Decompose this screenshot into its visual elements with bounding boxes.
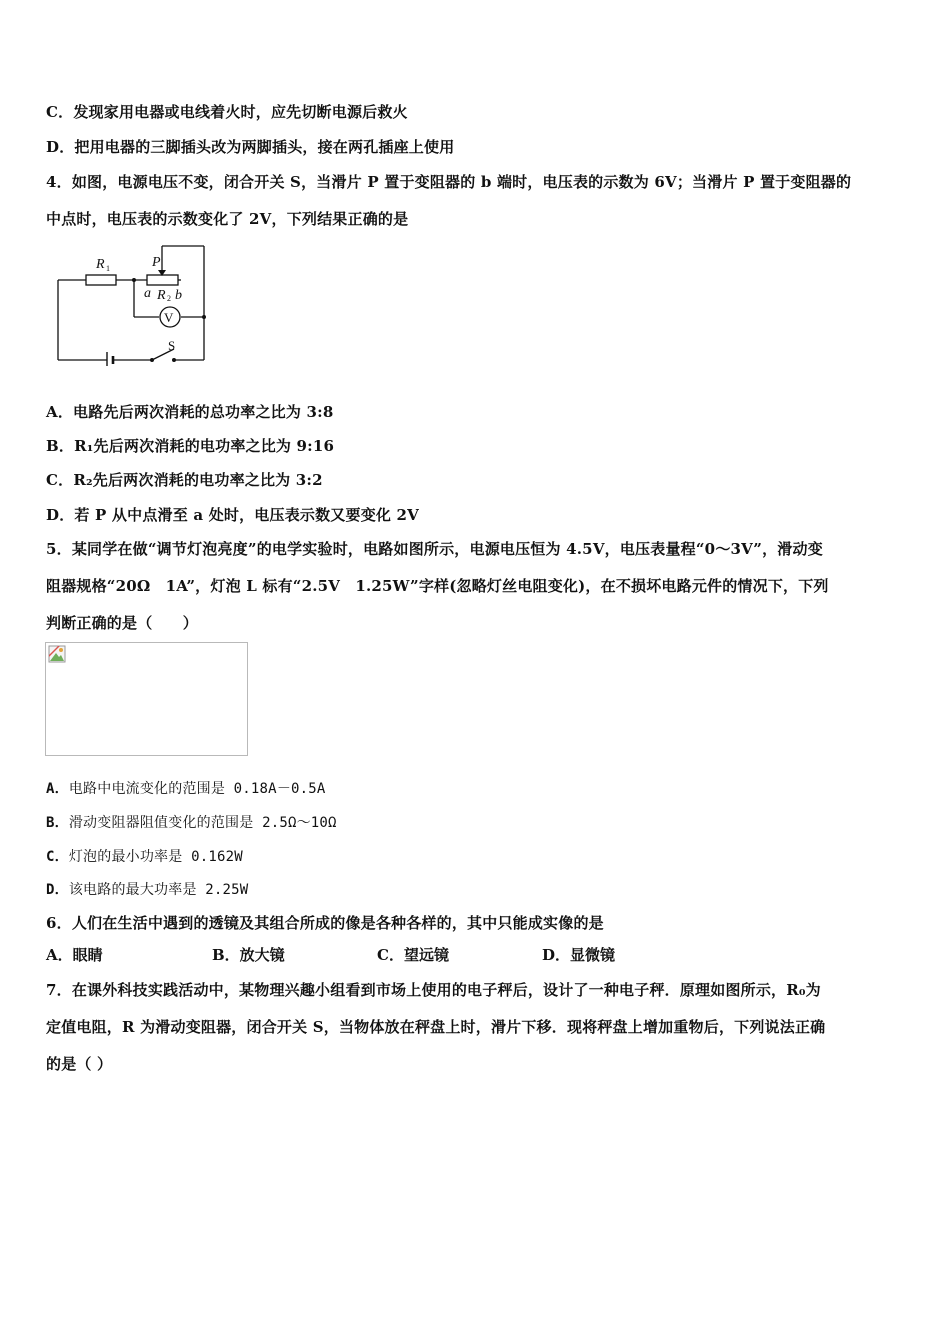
q5-option-a-text: 电路中电流变化的范围是 0.18A－0.5A bbox=[68, 781, 326, 797]
q4-stem-line-1: 4．如图，电源电压不变，闭合开关 S，当滑片 P 置于变阻器的 b 端时，电压表的示数为 6V；当滑片 P 置于变阻器的 bbox=[46, 173, 852, 191]
q5-option-d-letter: D． bbox=[46, 882, 69, 898]
q5-option-b-letter: B． bbox=[46, 815, 69, 831]
p-label: P bbox=[152, 255, 161, 270]
q5-option-c bbox=[46, 846, 243, 866]
q4-option-d: D．若 P 从中点滑至 a 处时，电压表示数又要变化 2V bbox=[46, 506, 419, 524]
r1-subscript: 1 bbox=[106, 264, 110, 273]
q5-option-c-letter: C． bbox=[46, 849, 69, 865]
q7-stem-line-3: 的是（ ） bbox=[46, 1055, 113, 1073]
b-label: b bbox=[175, 288, 182, 303]
r1-label: R bbox=[96, 257, 105, 272]
q5-option-d bbox=[46, 879, 248, 899]
q3-option-d: D．把用电器的三脚插头改为两脚插头，接在两孔插座上使用 bbox=[46, 138, 455, 156]
q4-stem-line-2: 中点时，电压表的示数变化了 2V，下列结果正确的是 bbox=[46, 210, 409, 228]
broken-image-icon bbox=[48, 645, 66, 663]
q7-stem-line-1: 7．在课外科技实践活动中，某物理兴趣小组看到市场上使用的电子秤后，设计了一种电子秤．原理如图所示，R₀为 bbox=[46, 981, 821, 999]
q5-option-b-text: 滑动变阻器阻值变化的范围是 2.5Ω～10Ω bbox=[68, 815, 337, 831]
q4-option-b: B．R₁先后两次消耗的电功率之比为 9:16 bbox=[46, 437, 335, 455]
q6-option-a: A．眼睛 bbox=[46, 946, 103, 964]
missing-figure-placeholder bbox=[45, 642, 248, 756]
voltmeter-label: V bbox=[164, 310, 174, 325]
q4-option-a: A．电路先后两次消耗的总功率之比为 3:8 bbox=[46, 403, 334, 421]
a-label: a bbox=[144, 286, 151, 301]
q5-stem-line-2: 阻器规格“20Ω 1A”，灯泡 L 标有“2.5V 1.25W”字样(忽略灯丝电阻变化)，在不损坏电路元件的情况下，下列 bbox=[46, 577, 829, 595]
r2-subscript: 2 bbox=[167, 294, 171, 303]
switch-label: S bbox=[168, 338, 176, 353]
q5-stem-line-1: 5．某同学在做“调节灯泡亮度”的电学实验时，电路如图所示，电源电压恒为 4.5V，电压表量程“0～3V”，滑动变 bbox=[46, 540, 823, 558]
q5-stem-line-3: 判断正确的是（ ） bbox=[46, 614, 199, 632]
q5-option-a bbox=[46, 778, 326, 798]
q4-option-c: C．R₂先后两次消耗的电功率之比为 3:2 bbox=[46, 471, 323, 489]
r2-label: R bbox=[157, 288, 166, 303]
q5-option-c-text: 灯泡的最小功率是 0.162W bbox=[68, 849, 243, 865]
q6-option-c: C．望远镜 bbox=[377, 946, 449, 964]
q7-stem-line-2: 定值电阻，R 为滑动变阻器，闭合开关 S，当物体放在秤盘上时，滑片下移．现将秤盘上增加重物后，下列说法正确 bbox=[46, 1018, 826, 1036]
q5-option-b bbox=[46, 812, 337, 832]
q6-stem: 6．人们在生活中遇到的透镜及其组合所成的像是各种各样的，其中只能成实像的是 bbox=[46, 914, 604, 932]
q6-option-b: B．放大镜 bbox=[212, 946, 285, 964]
q6-options bbox=[46, 944, 846, 966]
q5-option-d-text: 该电路的最大功率是 2.25W bbox=[68, 882, 249, 898]
q5-option-a-letter: A． bbox=[46, 781, 69, 797]
q6-option-d: D．显微镜 bbox=[542, 946, 616, 964]
q3-option-c: C．发现家用电器或电线着火时，应先切断电源后救火 bbox=[46, 103, 408, 121]
circuit-diagram bbox=[50, 244, 215, 366]
